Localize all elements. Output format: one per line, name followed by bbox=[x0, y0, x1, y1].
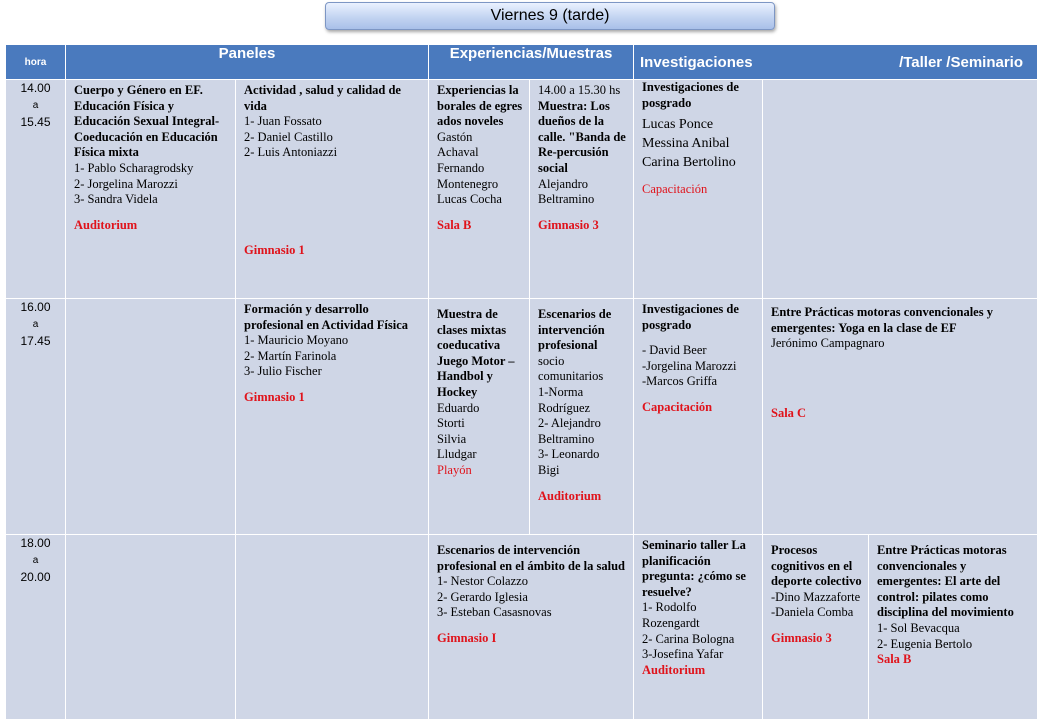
session-cell bbox=[763, 535, 869, 720]
session-name: 2- Eugenia Bertolo bbox=[877, 636, 973, 651]
header-experiencias bbox=[429, 45, 634, 80]
session-name: Eduardo bbox=[437, 400, 480, 415]
session-name: Beltramino bbox=[538, 431, 595, 446]
session-cell bbox=[763, 299, 1038, 535]
session-name: -Dino Mazzaforte bbox=[771, 589, 861, 604]
header-hora: hora bbox=[6, 45, 66, 80]
empty-cell bbox=[236, 535, 429, 720]
session-name: Montenegro bbox=[437, 176, 499, 191]
session-place: Capacitación bbox=[642, 399, 713, 414]
session-name: Messina Anibal bbox=[642, 136, 730, 152]
session-cell bbox=[634, 535, 763, 720]
session-name: 2- Alejandro bbox=[538, 416, 601, 431]
session-name: 2- Daniel Castillo bbox=[244, 129, 333, 144]
session-name: 2- Luis Antoniazzi bbox=[244, 145, 338, 160]
header-experiencias-label: Experiencias/Muestras bbox=[449, 45, 613, 62]
session-title: Investigaciones de posgrado bbox=[642, 80, 739, 110]
session-name: -Marcos Griffa bbox=[642, 374, 718, 389]
session-name: Rodríguez bbox=[538, 400, 591, 415]
session-name: Silvia bbox=[437, 431, 467, 446]
session-place: Gimnasio 1 bbox=[244, 242, 305, 257]
session-name: 1- Mauricio Moyano bbox=[244, 333, 349, 348]
session-name: Bigi bbox=[538, 462, 560, 477]
session-name: 1- Pablo Scharagrodsky bbox=[74, 160, 194, 175]
time-end: 17.45 bbox=[20, 334, 51, 348]
header-taller-label: /Taller /Seminario bbox=[899, 53, 1023, 71]
session-place: Gimnasio 3 bbox=[538, 217, 599, 232]
session-cell bbox=[530, 299, 634, 535]
session-title: Procesos cognitivos en el deporte colectivo bbox=[771, 543, 862, 589]
session-title: Formación y desarrollo profesional en Actividad Física bbox=[244, 302, 409, 332]
session-place: Auditorium bbox=[74, 217, 138, 232]
session-cell bbox=[66, 80, 236, 299]
session-place: Gimnasio 3 bbox=[771, 630, 832, 645]
session-name: Lucas Ponce bbox=[642, 117, 714, 133]
session-place: Sala B bbox=[877, 652, 912, 667]
session-cell bbox=[429, 299, 530, 535]
session-name: Storti bbox=[437, 416, 465, 431]
session-name: 3-Josefina Yafar bbox=[642, 647, 724, 662]
session-time-text: 14.00 a 15.30 hs bbox=[538, 83, 621, 97]
header-investigaciones bbox=[634, 45, 1038, 80]
session-name: Jerónimo Campagnaro bbox=[771, 336, 885, 351]
session-place: Gimnasio I bbox=[437, 630, 497, 645]
session-title: Actividad , salud y calidad de vida bbox=[244, 83, 401, 113]
session-name: 2- Carina Bologna bbox=[642, 631, 735, 646]
session-title: Muestra: Los dueños de la calle. "Banda de Re-percusión social bbox=[538, 98, 626, 175]
session-name: -Daniela Comba bbox=[771, 605, 854, 620]
session-name: 1- Rodolfo Rozengardt bbox=[642, 600, 700, 630]
session-place: Capacitación bbox=[642, 182, 708, 197]
session-title: Experiencias laborales de egresados noveles bbox=[437, 83, 523, 129]
session-name: - David Beer bbox=[642, 343, 707, 358]
session-title: Escenarios de intervención profesional bbox=[538, 307, 612, 353]
session-subtitle: socio comunitarios bbox=[538, 353, 604, 384]
session-name: Gastón bbox=[437, 129, 473, 144]
session-cell bbox=[236, 80, 429, 299]
header-paneles-label: Paneles bbox=[218, 45, 276, 62]
time-slot bbox=[6, 80, 66, 299]
session-cell bbox=[634, 299, 763, 535]
session-name: Beltramino bbox=[538, 192, 595, 207]
session-title: Seminario taller La planificación pregunta: ¿cómo se resuelve? bbox=[642, 538, 746, 599]
session-name: Carina Bertolino bbox=[642, 155, 736, 171]
session-cell bbox=[429, 535, 634, 720]
time-start: 16.00 bbox=[20, 300, 51, 314]
time-separator: a bbox=[32, 555, 39, 566]
session-title: Muestra de clases mixtas coeducativa Juego Motor – Handbol y Hockey bbox=[437, 307, 515, 399]
session-place: Sala C bbox=[771, 405, 807, 420]
session-name: 2- Martín Farinola bbox=[244, 348, 337, 363]
session-title: Escenarios de intervención profesional en el ámbito de la salud bbox=[437, 543, 625, 573]
empty-cell bbox=[763, 80, 1038, 299]
session-name: 2- Jorgelina Marozzi bbox=[74, 176, 178, 191]
session-name: 1- Sol Bevacqua bbox=[877, 620, 960, 635]
session-name: 3- Sandra Videla bbox=[74, 192, 158, 207]
page-title: Viernes 9 (tarde) bbox=[325, 2, 775, 30]
session-place: Sala B bbox=[437, 217, 472, 232]
session-name: Alejandro bbox=[538, 176, 588, 191]
session-name: Lludgar bbox=[437, 447, 477, 462]
session-place: Auditorium bbox=[642, 662, 706, 677]
session-cell bbox=[236, 299, 429, 535]
session-name: -Jorgelina Marozzi bbox=[642, 358, 737, 373]
time-start: 14.00 bbox=[20, 81, 51, 95]
session-name: 2- Gerardo Iglesia bbox=[437, 589, 528, 604]
session-cell bbox=[429, 80, 530, 299]
session-name: 3- Leonardo bbox=[538, 447, 600, 462]
session-cell bbox=[530, 80, 634, 299]
session-title: Cuerpo y Género en EF. Educación Física y Educación Sexual Integral- Coeducación en Educación Física mixta bbox=[74, 83, 220, 160]
session-name: Fernando bbox=[437, 160, 485, 175]
empty-cell bbox=[66, 535, 236, 720]
session-cell bbox=[634, 80, 763, 299]
session-name: Lucas Cocha bbox=[437, 192, 502, 207]
time-separator: a bbox=[32, 100, 39, 111]
time-end: 20.00 bbox=[20, 570, 51, 584]
session-place: Playón bbox=[437, 462, 472, 477]
session-title: Entre Prácticas motoras convencionales y emergentes: El arte del control: pilates como disciplina del movimiento bbox=[877, 543, 1014, 620]
session-cell bbox=[869, 535, 1038, 720]
session-name: 1- Juan Fossato bbox=[244, 114, 322, 129]
session-name: 1-Norma bbox=[538, 384, 584, 399]
session-name: 1- Nestor Colazzo bbox=[437, 574, 528, 589]
session-place: Auditorium bbox=[538, 488, 602, 503]
empty-cell bbox=[66, 299, 236, 535]
session-title: Entre Prácticas motoras convencionales y emergentes: Yoga en la clase de EF bbox=[771, 305, 993, 335]
header-investigaciones-label: Investigaciones bbox=[640, 53, 753, 71]
session-name: Achaval bbox=[437, 145, 479, 160]
time-slot bbox=[6, 299, 66, 535]
schedule-table bbox=[5, 44, 1038, 720]
time-start: 18.00 bbox=[20, 536, 51, 550]
session-title: Investigaciones de posgrado bbox=[642, 302, 739, 332]
session-name: 3- Esteban Casasnovas bbox=[437, 605, 552, 620]
time-end: 15.45 bbox=[20, 115, 51, 129]
time-slot bbox=[6, 535, 66, 720]
session-place: Gimnasio 1 bbox=[244, 389, 305, 404]
session-name: 3- Julio Fischer bbox=[244, 364, 322, 379]
header-paneles bbox=[66, 45, 429, 80]
time-separator: a bbox=[32, 319, 39, 330]
